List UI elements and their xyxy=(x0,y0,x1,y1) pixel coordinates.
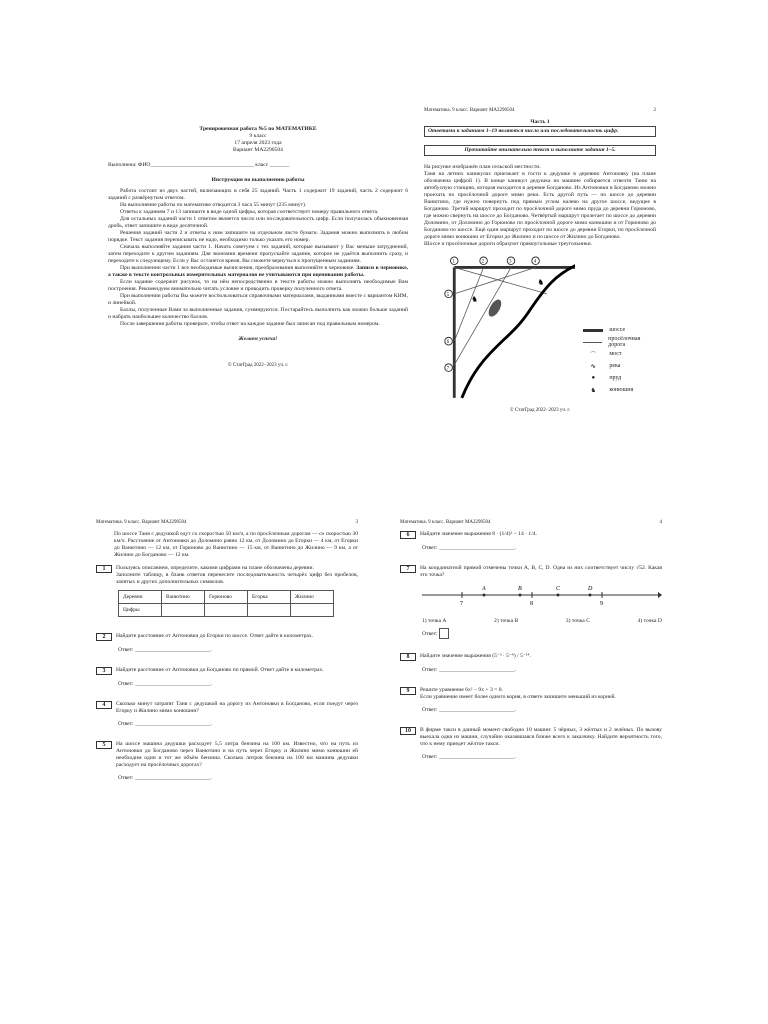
table-header-row xyxy=(119,591,334,604)
task-3 xyxy=(96,667,358,675)
number-line xyxy=(422,583,662,607)
tick-label: 7 xyxy=(460,601,463,607)
text: Шоссе и просёлочные дороги образуют прямоугольные треугольники. xyxy=(424,241,593,247)
task-number: 7 xyxy=(400,565,416,573)
footer: © СтатГрад 2022−2023 уч. г. xyxy=(227,363,289,368)
option[interactable]: 4) точка D xyxy=(637,618,662,624)
village-label: 7 xyxy=(446,366,450,372)
header-left: Математика. 9 класс. Вариант МА2290504 xyxy=(400,520,491,525)
option[interactable]: 3) точка C xyxy=(565,618,590,624)
answer-line[interactable]: Ответ: ___________________________. xyxy=(118,647,212,653)
option[interactable]: 2) точка B xyxy=(494,618,519,624)
instr-paragraph: Для остальных заданий части 1 ответом является число или последовательность цифр. Если получилась обыкновенная дробь, ответ запишите в виде десятичной. xyxy=(108,216,408,229)
table-row xyxy=(119,604,334,617)
tick-label: 8 xyxy=(530,601,533,607)
village-label: 4 xyxy=(533,259,537,265)
wish: Желаем успеха! xyxy=(238,336,278,342)
answer-line[interactable]: Ответ: ___________________________. xyxy=(422,707,516,713)
text: На рисунке изображён план сельской местности. xyxy=(424,164,541,170)
page-3 xyxy=(96,520,358,795)
point-d xyxy=(589,594,592,597)
fio-line[interactable]: Выполнена: ФИО_____________________________________ класс _______ xyxy=(108,162,290,168)
answer-options xyxy=(422,618,662,624)
answer-line[interactable]: Ответ: ___________________________. xyxy=(422,754,516,760)
task-1 xyxy=(96,565,358,586)
instr-paragraph: Работа состоит из двух частей, включающих в себя 25 заданий. Часть 1 содержит 19 заданий, часть 2 содержит 6 заданий с развёрнутым ответом. xyxy=(108,188,408,201)
task-text: Решите уравнение 6x² − 9x + 3 = 0. Если уравнение имеет более одного корня, в ответе запишите меньший из корней. xyxy=(420,687,616,700)
task-number: 6 xyxy=(400,531,416,539)
task-4 xyxy=(96,701,358,715)
dirt-road xyxy=(454,267,547,293)
task-text: В фирме такси в данный момент свободно 10 машин: 5 чёрных, 3 жёлтых и 2 зелёных. По вызову выехала одна из машин, случайно оказавшаяся ближе всего к заказчику. Найдите вероятность того, что к нему приедет жёлтое такси. xyxy=(420,727,662,747)
grade: 9 класс xyxy=(249,133,267,139)
task-number: 4 xyxy=(96,701,112,709)
dirt-road xyxy=(454,267,511,364)
page-4 xyxy=(400,520,662,774)
task-text: Сколько минут затратят Таня с дедушкой на дорогу из Антоновки в Богданово, если поедут через Егорку и Жилино мимо конюшни? xyxy=(116,701,358,714)
stable-icon: ♞ xyxy=(537,277,545,287)
variant: Вариант МА2290504 xyxy=(233,147,283,153)
work-title: Тренировочная работа №5 по МАТЕМАТИКЕ xyxy=(199,126,317,132)
intro-text: По шоссе Таня с дедушкой едут со скоростью 50 км/ч, а по просёлочным дорогам — со скоростью 30 км/ч. Расстояние от Антоновки до Доломино равно 12 км, от Доломино до Егорки — 4 км, от Егорки до Ванютино — 12 км, от Горюново до Ванютино — 15 км, от Ванютино до Жилино — 9 км, а от Жилино до Богданово — 12 км. xyxy=(114,531,358,558)
table-cell-input[interactable] xyxy=(291,604,334,617)
instr-paragraph: На выполнение работы по математике отводится 3 часа 55 минут (235 минут). xyxy=(120,202,307,208)
page-2 xyxy=(424,108,656,413)
page-number: 2 xyxy=(653,108,656,113)
instr-text: При выполнении части 1 все необходимые вычисления, преобразования выполняйте в черновике. xyxy=(120,265,355,271)
legend-item: ∿ река xyxy=(590,363,621,370)
point-c xyxy=(557,594,560,597)
legend-item xyxy=(583,324,656,336)
answer-line[interactable]: Ответ: ___________________________. xyxy=(422,545,516,551)
task-text: Найдите значение выражения 8 · (1/4)² − 14 · 1/4. xyxy=(420,531,537,537)
task-8 xyxy=(400,653,662,661)
task-text: Пользуясь описанием, определите, какими цифрами на плане обозначены деревни. Заполните таблицу, в бланк ответов перенесите последовательность четырёх цифр без пробелов, запятых и других дополнительных символов. xyxy=(116,565,358,585)
village-label: 1 xyxy=(452,259,455,265)
map-legend xyxy=(583,324,656,402)
task-number: 9 xyxy=(400,687,416,695)
table-cell: Деревни xyxy=(119,591,162,604)
stable-icon: ♞ xyxy=(471,294,479,304)
point-label: A xyxy=(482,586,486,592)
pond xyxy=(486,298,504,319)
instruction-title: Инструкция по выполнению работы xyxy=(211,177,305,183)
table-cell: Жилино xyxy=(291,591,334,604)
part-note: Ответами к заданиям 1–19 являются число или последовательность цифр. xyxy=(424,126,656,137)
date: 17 апреля 2023 года xyxy=(234,140,282,146)
page-number: 3 xyxy=(355,520,358,525)
header-left: Математика. 9 класс. Вариант МА2290504 xyxy=(96,520,187,525)
table-cell: Егорка xyxy=(248,591,291,604)
task-7 xyxy=(400,565,662,579)
page-header xyxy=(424,108,656,113)
instr-bold: Записи в черновике, а также в тексте контрольных измерительных материалов не учитываются при оценивании работы. xyxy=(108,265,409,278)
task-number: 3 xyxy=(96,667,112,675)
river xyxy=(462,266,575,398)
page-number: 4 xyxy=(659,520,662,525)
table-cell-input[interactable] xyxy=(248,604,291,617)
read-note: Прочитайте внимательно текст и выполните задания 1–5. xyxy=(424,145,656,156)
task-text: На координатной прямой отмечены точки A, B, C, D. Одна из них соответствует числу √52. Какая это точка? xyxy=(420,565,662,578)
instr-paragraph xyxy=(108,265,408,279)
dirt-road xyxy=(454,267,535,293)
table-cell: Цифры xyxy=(119,604,162,617)
footer: © СтатГрад 2022−2023 уч. г. xyxy=(509,408,571,413)
task-5 xyxy=(96,741,358,769)
task-text: Найдите расстояние от Антоновки до Егорки по шоссе. Ответ дайте в километрах. xyxy=(116,633,314,639)
table-cell-input[interactable] xyxy=(205,604,248,617)
village-label: 5 xyxy=(446,292,450,298)
legend-item: ● пруд xyxy=(591,375,622,381)
village-label: 6 xyxy=(446,340,450,346)
instr-paragraph: Если задание содержит рисунок, то на нём непосредственно в тексте работы можно выполнять необходимые Вам построения. Рекомендуем внимательно читать условие и проводить проверку полученного ответа. xyxy=(108,279,408,292)
answer-line[interactable]: Ответ: ___________________________. xyxy=(118,721,212,727)
answer-line[interactable]: Ответ: ___________________________. xyxy=(118,775,212,781)
legend-item: ⌒ мост xyxy=(590,351,622,359)
answer-label: Ответ: xyxy=(422,630,438,637)
task-2 xyxy=(96,633,358,641)
point-label: C xyxy=(556,586,561,592)
instr-paragraph: Сначала выполняйте задания части 1. Начать советуем с тех заданий, которые вызывают у Вас меньше затруднений, затем переходите к другим заданиям. Для экономии времени пропускайте задание, которое не удаётся выполнить сразу, и переходите к следующему. Если у Вас останется время, Вы сможете вернуться к пропущенным заданиям. xyxy=(108,244,408,264)
village-map xyxy=(424,252,575,402)
page-header xyxy=(96,520,358,525)
task-text: На шоссе машина дедушки расходует 5,5 литра бензина на 100 км. Известно, что на путь из Антоновки до Богданово через Ванютино и на путь через Егорку и Жилино мимо конюшни ей необходим один и тот же объём бензина. Сколько литров бензина на 100 км машина дедушки расходует на просёлочных дорогах? xyxy=(116,741,358,768)
task-number: 8 xyxy=(400,653,416,661)
task-number: 10 xyxy=(400,727,416,735)
point-label: B xyxy=(518,586,522,592)
table-cell: Горюново xyxy=(205,591,248,604)
option[interactable]: 1) точка A xyxy=(422,618,447,624)
answer-line[interactable]: Ответ: ___________________________. xyxy=(422,667,516,673)
task-number: 2 xyxy=(96,633,112,641)
text: Таня на летних каникулах приезжает в гости к дедушке в деревню Антоновку (на плане обозначена цифрой 1). В конце каникул дедушка на машине собирается отвезти Таню на автобусную станцию, которая находится в деревне Богданово. Из Антоновки в Богданово можно проехать по просёлочной дороге мимо реки. Есть другой путь — по шоссе до деревни Ванютино, где нужно повернуть под прямым углом налево на другое шоссе, ведущее в Богданово. Третий маршрут проходит по просёлочной дороге мимо пруда до деревни Горюново, где можно свернуть на шоссе до Богданово. Четвёртый маршрут пролегает по шоссе до деревни Доломино, от Доломино до Горюново по просёлочной дороге мимо конюшни и от Горюново до Богданово по шоссе. Ещё один маршрут проходит по шоссе до деревни Егорки, по просёлочной дороге мимо конюшни от Егорки до Жилино и по шоссе от Жилино до Богданово. xyxy=(424,171,656,240)
answer-box[interactable] xyxy=(439,628,449,639)
task-number: 1 xyxy=(96,565,112,573)
legend-item: ♞ конюшня xyxy=(590,387,634,394)
legend-label: пруд xyxy=(609,375,622,381)
point-label: D xyxy=(588,586,593,592)
instr-paragraph: После завершения работы проверьте, чтобы ответ на каждое задание был записан под правильным номером. xyxy=(120,321,380,327)
village-label: 3 xyxy=(509,259,512,265)
part-title: Часть 1 xyxy=(530,119,550,125)
instr-paragraph: Решения заданий части 2 и ответы к ним запишите на отдельном листе бумаги. Задания можно выполнять в любом порядке. Текст задания переписывать не надо, необходимо только указать его номер. xyxy=(108,230,408,243)
instr-paragraph: При выполнении работы Вы можете воспользоваться справочными материалами, выданными вместе с вариантом КИМ, и линейкой. xyxy=(108,293,408,306)
answer-line[interactable]: Ответ: ___________________________. xyxy=(118,681,212,687)
instr-paragraph: Ответы к заданиям 7 и 13 запишите в виде одной цифры, которая соответствует номеру правильного ответа. xyxy=(120,209,379,215)
task-6 xyxy=(400,531,662,539)
task-9 xyxy=(400,687,662,701)
task-number: 5 xyxy=(96,741,112,749)
page-1 xyxy=(108,108,408,368)
point-a xyxy=(483,594,486,597)
page-header xyxy=(400,520,662,525)
table-cell-input[interactable] xyxy=(162,604,205,617)
village-label: 2 xyxy=(481,259,485,265)
dirt-road xyxy=(454,267,483,341)
answer-table xyxy=(118,590,334,617)
tick-label: 9 xyxy=(600,601,603,607)
axis-arrow xyxy=(658,592,662,598)
task-10 xyxy=(400,727,662,748)
header-left: Математика. 9 класс. Вариант МА2290504 xyxy=(424,108,515,113)
task-text: Найдите значение выражения (5⁻³ · 5⁻⁹) / 5⁻¹⁴. xyxy=(420,653,531,659)
legend-item xyxy=(583,336,656,348)
answer-box-row xyxy=(422,628,662,639)
instr-paragraph: Баллы, полученные Вами за выполненные задания, суммируются. Постарайтесь выполнить как можно больше заданий и набрать наибольшее количество баллов. xyxy=(108,307,408,320)
table-cell: Ванютино xyxy=(162,591,205,604)
point-b xyxy=(519,594,522,597)
legend-label: шоссе xyxy=(609,327,626,333)
legend-label: мост xyxy=(609,351,622,357)
task-text: Найдите расстояние от Антоновки до Богданово по прямой. Ответ дайте в километрах. xyxy=(116,667,324,673)
legend-label: река xyxy=(609,363,621,369)
legend-label: конюшня xyxy=(609,387,634,393)
legend-label: просёлочная дорога xyxy=(608,336,641,348)
